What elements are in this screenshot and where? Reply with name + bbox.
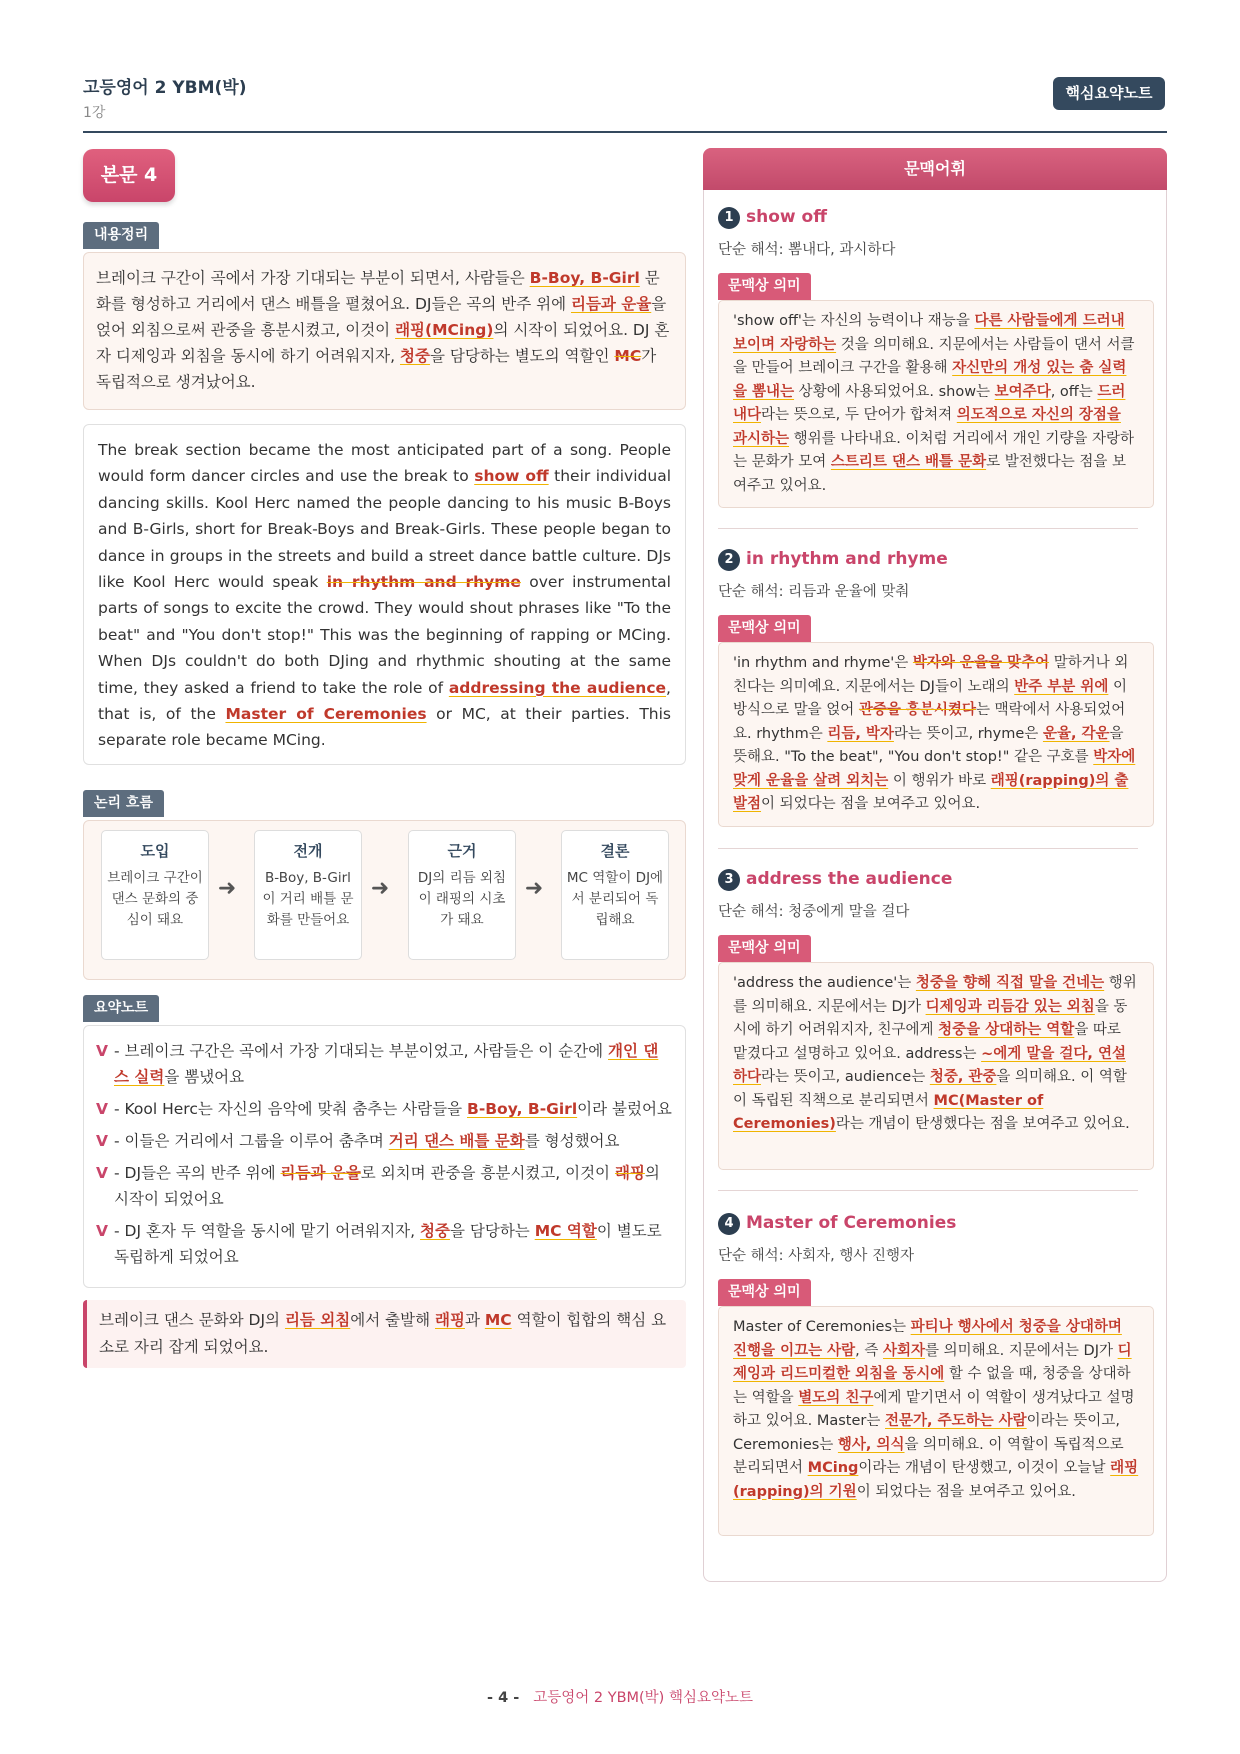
note-text: - Kool Herc는 자신의 음악에 맞춰 춤추는 사람들을 xyxy=(114,1100,467,1118)
number-badge: 4 xyxy=(718,1213,740,1235)
ctx-text: 을 동시에 하기 어려워지자, 친구에게 xyxy=(733,998,1128,1038)
note-highlight: 래핑 xyxy=(614,1164,645,1182)
summary-text: 을 얹어 외침으로써 관중을 흥분시켰고, 이것이 xyxy=(96,295,667,339)
takeaway-text: 과 xyxy=(464,1311,485,1329)
context-box xyxy=(718,642,1154,827)
ctx-text: 라는 개념이 탄생했다는 점을 보여주고 있어요. xyxy=(835,1116,1130,1132)
flow-tag: 논리 흐름 xyxy=(83,790,164,817)
summary-text: 가 독립적으로 생겨났어요. xyxy=(96,347,657,391)
footer-title: 고등영어 2 YBM(박) 핵심요약노트 xyxy=(533,1690,753,1706)
ctx-highlight: 청중을 향해 직접 말을 건네는 xyxy=(915,975,1105,991)
check-mark-icon: V xyxy=(96,1132,108,1150)
context-tag: 문맥상 의미 xyxy=(718,1279,811,1306)
note-highlight: MC 역할 xyxy=(534,1222,597,1240)
simple-label: 단순 해석: xyxy=(718,904,789,920)
note-type-badge: 핵심요약노트 xyxy=(1053,77,1165,110)
note-text: 을 담당하는 xyxy=(449,1222,535,1240)
simple-label: 단순 해석: xyxy=(718,242,789,258)
check-mark-icon: V xyxy=(96,1100,108,1118)
note-item xyxy=(96,1218,673,1270)
ctx-text: 를 의미해요. 지문에서는 DJ가 xyxy=(925,1342,1118,1359)
note-text: - DJ 혼자 두 역할을 동시에 맡기 어려워지자, xyxy=(114,1222,421,1240)
ctx-highlight: 반주 부분 위에 xyxy=(1014,678,1109,695)
ctx-text: 말하거나 외친다는 의미예요. 지문에서는 DJ들이 노래의 xyxy=(733,655,1129,695)
ctx-highlight: 박자와 운율을 맞추어 xyxy=(912,655,1050,671)
simple-meaning: 사회자, 행사 진행자 xyxy=(788,1248,915,1264)
note-text: 을 뽐냈어요 xyxy=(164,1068,245,1086)
context-box xyxy=(718,962,1154,1170)
ctx-text: 것을 의미해요. 지문에서는 사람들이 댄서 서클을 만들어 브레이크 구간을 활용해 xyxy=(733,336,1135,376)
context-tag: 문맥상 의미 xyxy=(718,273,811,300)
note-highlight: 거리 댄스 배틀 문화 xyxy=(388,1132,525,1150)
ctx-highlight: 의도적으로 자신의 장점을 과시하는 xyxy=(733,407,1121,447)
ctx-highlight: 관중을 흥분시켰다 xyxy=(858,702,976,718)
passage-highlight: show off xyxy=(474,467,549,486)
passage-highlight: in rhythm and rhyme xyxy=(326,573,521,592)
vocab-divider xyxy=(718,1190,1138,1191)
page-footer xyxy=(0,1686,1240,1707)
summary-text: 문화를 형성하고 거리에서 댄스 배틀을 펼쳤어요. DJ들은 곡의 반주 위에 xyxy=(96,269,660,313)
flow-step-title: 도입 xyxy=(140,842,170,860)
flow-step-intro xyxy=(101,830,209,960)
number-badge: 1 xyxy=(718,207,740,229)
takeaway-highlight: 래핑 xyxy=(434,1311,465,1329)
vocab-item-in-rhythm-and-rhyme xyxy=(718,546,1154,827)
vocab-term: in rhythm and rhyme xyxy=(746,549,948,569)
summary-highlight: MC xyxy=(614,347,642,365)
ctx-highlight: 자신만의 개성 있는 춤 실력을 뽐내는 xyxy=(733,360,1127,400)
flow-step-body: B-Boy, B-Girl이 거리 배틀 문화를 만들어요 xyxy=(262,870,354,928)
key-takeaway xyxy=(83,1300,686,1368)
vocab-term: address the audience xyxy=(746,869,953,889)
ctx-highlight: 드러내다 xyxy=(733,383,1126,423)
ctx-highlight: MC(Master of Ceremonies) xyxy=(733,1092,1044,1132)
arrow-right-icon: ➜ xyxy=(524,876,544,901)
lesson-number: 1강 xyxy=(83,105,106,121)
context-box xyxy=(718,1306,1154,1536)
ctx-text: 행위를 의미해요. 지문에서는 DJ가 xyxy=(733,975,1137,1015)
check-mark-icon: V xyxy=(96,1164,108,1182)
context-box xyxy=(718,300,1154,508)
ctx-highlight: 청중을 상대하는 역할 xyxy=(938,1022,1075,1038)
number-badge: 3 xyxy=(718,869,740,891)
flow-step-development xyxy=(254,830,362,960)
note-item xyxy=(96,1160,673,1212)
vocab-item-address-the-audience xyxy=(718,866,1154,1170)
ctx-text: 'in rhythm and rhyme'은 xyxy=(733,655,913,671)
summary-tag: 내용정리 xyxy=(83,222,159,249)
ctx-highlight: 래핑(rapping)의 기원 xyxy=(733,1460,1139,1500)
ctx-highlight: 래핑(rapping)의 출발점 xyxy=(733,772,1129,812)
summary-text: 의 시작이 되었어요. DJ 혼자 디제잉과 외침을 동시에 하기 어려워지자, xyxy=(96,321,670,365)
ctx-text: 이 되었다는 점을 보여주고 있어요. xyxy=(761,796,981,812)
ctx-highlight: 디제잉과 리듬감 있는 외침 xyxy=(925,998,1095,1015)
summary-highlight: 청중 xyxy=(400,347,430,365)
logic-flow xyxy=(83,820,686,980)
flow-step-body: DJ의 리듬 외침이 래핑의 시초가 돼요 xyxy=(417,870,507,928)
ctx-highlight: 다른 사람들에게 드러내 보이며 자랑하는 xyxy=(733,313,1125,353)
passage-text: The break section became the most anticipated part of a song. People would form dancer circles and use the break to xyxy=(98,441,671,486)
vocab-term: Master of Ceremonies xyxy=(746,1213,957,1233)
english-passage xyxy=(83,424,686,765)
notes-tag: 요약노트 xyxy=(83,995,159,1022)
note-text: 의 시작이 되었어요 xyxy=(114,1164,660,1208)
page-number: - 4 - xyxy=(487,1690,520,1706)
simple-label: 단순 해석: xyxy=(718,1248,789,1264)
ctx-text: 이라는 개념이 탄생했고, 이것이 오늘날 xyxy=(858,1460,1111,1476)
note-highlight: 개인 댄스 실력 xyxy=(114,1042,659,1086)
summary-text: 을 담당하는 별도의 역할인 xyxy=(429,347,615,365)
simple-meaning: 청중에게 말을 걸다 xyxy=(788,904,910,920)
ctx-highlight: 행사, 의식 xyxy=(837,1436,905,1453)
ctx-text: 이 방식으로 말을 얹어 xyxy=(733,678,1127,718)
passage-text: or MC, at their parties. This separate role became MCing. xyxy=(98,705,671,750)
note-item xyxy=(96,1038,673,1090)
takeaway-text: 역할이 힙합의 핵심 요소로 자리 잡게 되었어요. xyxy=(99,1311,667,1356)
passage-text: over instrumental parts of songs to excite the crowd. They would shout phrases like "To the beat" and "You don't stop!" This was the beginning of rapping or MCing. When DJs couldn't do both DJing and rhythmic shouting at the same time, they asked a friend to take the role of xyxy=(98,573,671,697)
ctx-highlight: 운율, 각운 xyxy=(1042,725,1110,742)
ctx-highlight: 보여주다 xyxy=(994,383,1051,400)
ctx-text: 이 되었다는 점을 보여주고 있어요. xyxy=(856,1483,1076,1500)
arrow-right-icon: ➜ xyxy=(370,876,390,901)
flow-step-title: 근거 xyxy=(447,842,477,860)
ctx-text: , off는 xyxy=(1050,383,1098,400)
ctx-highlight: 리듬, 박자 xyxy=(827,725,894,742)
takeaway-text: 브레이크 댄스 문화와 DJ의 xyxy=(99,1311,285,1329)
ctx-highlight: 디제잉과 리드미컬한 외침을 동시에 xyxy=(733,1342,1132,1382)
ctx-text: 할 수 없을 때, 청중을 상대하는 역할을 xyxy=(733,1366,1131,1406)
note-item xyxy=(96,1128,673,1154)
ctx-text: 상황에 사용되었어요. show는 xyxy=(794,383,995,400)
ctx-highlight: MCing xyxy=(807,1460,859,1476)
simple-meaning: 리듬과 운율에 맞춰 xyxy=(788,584,910,600)
takeaway-text: 에서 출발해 xyxy=(350,1311,435,1329)
note-highlight: B-Boy, B-Girl xyxy=(467,1100,578,1118)
flow-step-body: MC 역할이 DJ에서 분리되어 독립해요 xyxy=(566,870,664,928)
passage-text: , that is, of the xyxy=(98,678,671,724)
passage-highlight: addressing the audience xyxy=(448,678,667,697)
context-tag: 문맥상 의미 xyxy=(718,935,811,962)
ctx-highlight: 스트리트 댄스 배틀 문화 xyxy=(830,454,987,470)
ctx-text: Master of Ceremonies는 xyxy=(733,1319,911,1335)
ctx-text: , 즉 xyxy=(855,1342,883,1359)
section-badge: 본문 4 xyxy=(83,149,175,202)
ctx-highlight: 청중, 관중 xyxy=(929,1069,997,1085)
takeaway-highlight: 리듬 외침 xyxy=(284,1311,351,1329)
flow-step-body: 브레이크 구간이 댄스 문화의 중심이 돼요 xyxy=(107,870,203,928)
ctx-text: 라는 뜻으로, 두 단어가 합쳐져 xyxy=(761,407,957,423)
vocab-divider xyxy=(718,848,1138,849)
ctx-highlight: 파티나 행사에서 청중을 상대하며 진행을 이끄는 사람 xyxy=(733,1319,1122,1359)
ctx-highlight: 박자에 맞게 운율을 살려 외치는 xyxy=(733,749,1136,789)
takeaway-highlight: MC xyxy=(484,1311,512,1329)
note-text: 이라 불렀어요 xyxy=(577,1100,672,1118)
number-badge: 2 xyxy=(718,549,740,571)
ctx-text: 'address the audience'는 xyxy=(733,975,916,991)
ctx-text: 'show off'는 자신의 능력이나 재능을 xyxy=(733,313,975,329)
note-highlight: 청중 xyxy=(420,1222,450,1240)
vocab-term: show off xyxy=(746,207,827,227)
ctx-highlight: 별도의 친구 xyxy=(798,1389,874,1406)
ctx-highlight: 전문가, 주도하는 사람 xyxy=(885,1413,1027,1429)
ctx-text: 이 행위가 바로 xyxy=(888,772,991,789)
ctx-text: 을 의미해요. 이 역할이 독립된 직책으로 분리되면서 xyxy=(733,1069,1127,1109)
note-text: - DJ들은 곡의 반주 위에 xyxy=(114,1164,281,1182)
simple-label: 단순 해석: xyxy=(718,584,789,600)
ctx-highlight: ~에게 말을 걸다, 연설하다 xyxy=(733,1045,1126,1085)
vocab-item-show-off xyxy=(718,204,1154,508)
ctx-text: 로 발전했다는 점을 보여주고 있어요. xyxy=(733,454,1126,494)
passage-text: their individual dancing skills. Kool Herc named the people dancing to his music B-Boys and B-Girls, short for Break-Boys and Break-Girls. These people began to dance in groups in the streets and build a street dance battle culture. DJs like Kool Herc would speak xyxy=(98,467,671,592)
document-title: 고등영어 2 YBM(박) xyxy=(83,78,247,98)
ctx-text: 라는 뜻이고, audience는 xyxy=(761,1069,930,1085)
flow-step-title: 전개 xyxy=(293,842,323,860)
flow-step-title: 결론 xyxy=(600,842,630,860)
flow-step-evidence xyxy=(408,830,516,960)
note-text: - 이들은 거리에서 그룹을 이루어 춤추며 xyxy=(114,1132,389,1150)
vocab-item-master-of-ceremonies xyxy=(718,1210,1154,1536)
ctx-text: 을 의미해요. 이 역할이 독립적으로 분리되면서 xyxy=(733,1436,1124,1476)
ctx-text: 는 맥락에서 사용되었어요. rhythm은 xyxy=(733,702,1126,742)
header-divider xyxy=(83,131,1167,133)
arrow-right-icon: ➜ xyxy=(217,876,237,901)
note-text: 를 형성했어요 xyxy=(524,1132,620,1150)
note-text: 로 외치며 관중을 흥분시켰고, 이것이 xyxy=(360,1164,615,1182)
note-text: - 브레이크 구간은 곡에서 가장 기대되는 부분이었고, 사람들은 이 순간에 xyxy=(114,1042,609,1060)
simple-meaning: 뽐내다, 과시하다 xyxy=(788,242,896,258)
check-mark-icon: V xyxy=(96,1042,108,1060)
ctx-highlight: 사회자 xyxy=(883,1342,926,1359)
ctx-text: 이라는 뜻이고, Ceremonies는 xyxy=(733,1413,1120,1453)
ctx-text: 행위를 나타내요. 이처럼 거리에서 개인 기량을 자랑하는 문화가 모여 xyxy=(733,430,1135,470)
ctx-text: 을 뜻해요. "To the beat", "You don't stop!" 같은 구호를 xyxy=(733,725,1124,765)
summary-highlight: 리듬과 운율 xyxy=(570,295,652,313)
context-tag: 문맥상 의미 xyxy=(718,615,811,642)
summary-box xyxy=(83,252,686,410)
check-mark-icon: V xyxy=(96,1222,108,1240)
summary-notes xyxy=(83,1025,686,1288)
summary-highlight: 래핑(MCing) xyxy=(395,321,494,339)
ctx-text: 을 따로 맡겼다고 설명하고 있어요. address는 xyxy=(733,1022,1121,1062)
vocab-divider xyxy=(718,528,1138,529)
note-item xyxy=(96,1096,673,1122)
flow-step-conclusion xyxy=(561,830,669,960)
ctx-text: 에게 맡기면서 이 역할이 생겨났다고 설명하고 있어요. Master는 xyxy=(733,1389,1135,1429)
note-highlight: 리듬과 운율 xyxy=(280,1164,361,1182)
note-text: 이 별도로 독립하게 되었어요 xyxy=(114,1222,662,1266)
summary-highlight: B-Boy, B-Girl xyxy=(529,269,640,287)
vocab-panel-title: 문맥어휘 xyxy=(703,148,1167,190)
passage-highlight: Master of Ceremonies xyxy=(225,705,427,724)
summary-text: 브레이크 구간이 곡에서 가장 기대되는 부분이 되면서, 사람들은 xyxy=(96,269,530,287)
ctx-text: 라는 뜻이고, rhyme은 xyxy=(893,725,1043,742)
